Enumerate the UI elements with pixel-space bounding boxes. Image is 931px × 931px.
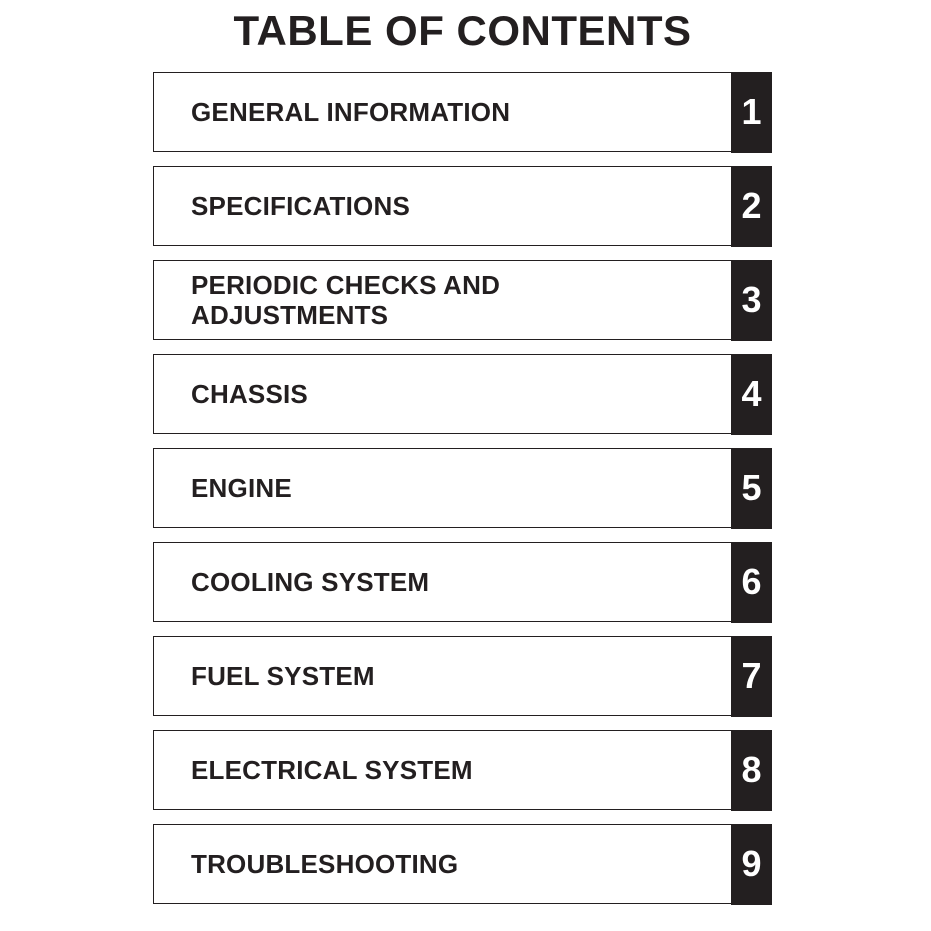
toc-entry-troubleshooting[interactable]	[153, 824, 772, 904]
chapter-number-tab: 8	[731, 730, 772, 811]
chapter-number-tab: 3	[731, 260, 772, 341]
toc-entry-electrical-system[interactable]	[153, 730, 772, 810]
toc-entry-specifications[interactable]	[153, 166, 772, 246]
toc-entry-label: CHASSIS	[191, 379, 308, 409]
toc-entry-periodic-checks[interactable]	[153, 260, 772, 340]
toc-entry-label: SPECIFICATIONS	[191, 191, 411, 221]
page-title: TABLE OF CONTENTS	[233, 7, 692, 54]
toc-entry-engine[interactable]	[153, 448, 772, 528]
toc-entry-label: FUEL SYSTEM	[191, 661, 375, 691]
toc-entry-label: ELECTRICAL SYSTEM	[191, 755, 473, 785]
toc-entry-chassis[interactable]	[153, 354, 772, 434]
chapter-number-tab: 6	[731, 542, 772, 623]
chapter-number-tab: 2	[731, 166, 772, 247]
toc-entry-general-information[interactable]	[153, 72, 772, 152]
toc-entry-label: TROUBLESHOOTING	[191, 849, 459, 879]
table-of-contents	[153, 72, 772, 918]
chapter-number-tab: 5	[731, 448, 772, 529]
chapter-number-tab: 4	[731, 354, 772, 435]
chapter-number-tab: 7	[731, 636, 772, 717]
toc-entry-fuel-system[interactable]	[153, 636, 772, 716]
chapter-number-tab: 1	[731, 72, 772, 153]
toc-entry-label: COOLING SYSTEM	[191, 567, 430, 597]
toc-entry-label: PERIODIC CHECKS AND ADJUSTMENTS	[191, 270, 501, 330]
chapter-number-tab: 9	[731, 824, 772, 905]
toc-entry-cooling-system[interactable]	[153, 542, 772, 622]
toc-entry-label: GENERAL INFORMATION	[191, 97, 511, 127]
toc-entry-label: ENGINE	[191, 473, 292, 503]
